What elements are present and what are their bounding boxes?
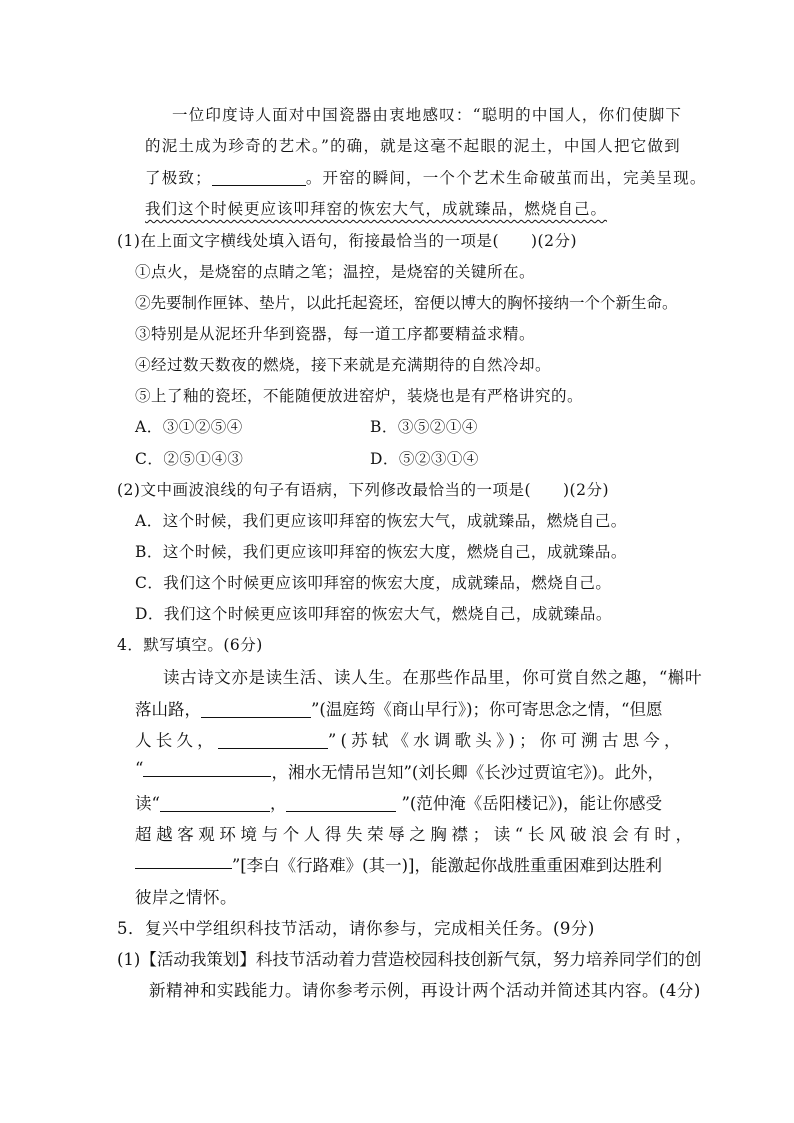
passage-line-3 [145,166,707,188]
q4-blank-1[interactable] [201,701,311,718]
q4-title: 4．默写填空。(6分) [117,636,263,654]
q4-line-2 [135,696,662,720]
q4-line-7-b: ”[李白《行路难》(其一)]，能激起你战胜重重困难到达胜利 [231,856,662,875]
q1-option-d[interactable]: D．⑤②③①④ [370,450,479,468]
q2-option-d[interactable]: D．我们这个时候更应该叩拜窑的恢宏大气，燃烧自己，成就臻品。 [135,605,612,623]
q4-line-7 [135,852,662,876]
q4-line-2-b: ”(温庭筠《商山早行》)；你可寄思念之情，“但愿 [311,700,663,719]
q4-blank-3[interactable] [143,760,271,777]
q1-option-b[interactable]: B．③⑤②①④ [370,418,478,436]
q1-item-3: ③特别是从泥坯升华到瓷器，每一道工序都要精益求精。 [135,325,536,343]
q5-title: 5．复兴中学组织科技节活动，请你参与，完成相关任务。(9分) [117,919,595,938]
q1-item-2: ②先要制作匣钵、垫片，以此托起瓷坯，窑便以博大的胸怀接纳一个个新生命。 [135,294,678,312]
q4-line-4-b: ，湘水无情吊岂知”(刘长卿《长沙过贾谊宅》)。此外， [271,763,664,782]
q4-line-2-a: 落山路， [135,700,201,719]
q4-line-5-a: 读“ [135,794,160,813]
q4-blank-4[interactable] [160,795,270,812]
passage-line-4 [145,197,607,219]
q1-item-1: ①点火，是烧窑的点睛之笔；温控，是烧窑的关键所在。 [135,263,536,281]
q4-line-5-c: ”(范仲淹《岳阳楼记》)，能让你感受 [401,794,662,813]
passage-line-2: 的泥土成为珍奇的艺术。”的确，就是这毫不起眼的泥土，中国人把它做到 [145,137,681,155]
passage-fill-blank[interactable] [212,169,306,186]
q2-option-b[interactable]: B．这个时候，我们更应该叩拜窑的恢宏大度，燃烧自己，成就臻品。 [135,543,627,561]
q4-line-5-b: ， [269,794,287,813]
q1-option-a[interactable]: A．③①②⑤④ [135,418,243,436]
q1-stem: (1)在上面文字横线处填入语句，衔接最恰当的一项是( )(2分) [117,232,578,250]
q4-line-4 [135,759,662,783]
passage-line-3-start: 了极致； [145,169,212,187]
wavy-underlined-sentence: 我们这个时候更应该叩拜窑的恢宏大气，成就臻品，燃烧自己。 [145,200,608,218]
q4-line-8: 彼岸之情怀。 [135,888,237,907]
q2-option-c[interactable]: C．我们这个时候更应该叩拜窑的恢宏大度，成就臻品，燃烧自己。 [135,574,612,592]
q4-line-5 [135,790,662,814]
q2-option-a[interactable]: A．这个时候，我们更应该叩拜窑的恢宏大气，成就臻品，燃烧自己。 [135,512,627,530]
passage-line-1: 一位印度诗人面对中国瓷器由衷地感叹：“聪明的中国人，你们使脚下 [172,106,683,124]
q4-line-3-a: 人长久， [135,731,218,750]
q4-blank-5[interactable] [286,795,396,812]
q4-line-3-b: ”(苏轼《水调歌头》)；你可溯古思今， [327,731,685,750]
q4-line-4-a: “ [135,759,144,778]
q4-line-6: 超越客观环境与个人得失荣辱之胸襟；读“长风破浪会有时， [135,825,697,844]
q4-line-1: 读古诗文亦是读生活、读人生。在那些作品里，你可赏自然之趣，“槲叶 [163,668,703,687]
q4-blank-6[interactable] [135,852,232,869]
q1-item-5: ⑤上了釉的瓷坯，不能随便放进窑炉，装烧也是有严格讲究的。 [135,387,584,405]
q2-stem: (2)文中画波浪线的句子有语病，下列修改最恰当的一项是( )(2分) [117,481,610,499]
q5-part1-line-1: (1)【活动我策划】科技节活动着力营造校园科技创新气氛，努力培养同学们的创 [117,950,702,969]
q4-blank-2[interactable] [218,732,328,749]
passage-line-3-end: 。开窑的瞬间，一个个艺术生命破茧而出，完美呈现。 [305,169,707,187]
q1-item-4: ④经过数天数夜的燃烧，接下来就是充满期待的自然冷却。 [135,356,552,374]
q4-line-3 [135,727,685,751]
q5-part1-line-2: 新精神和实践能力。请你参考示例，再设计两个活动并简述其内容。(4分) [149,981,701,1000]
q1-option-c[interactable]: C．②⑤①④③ [135,450,244,468]
